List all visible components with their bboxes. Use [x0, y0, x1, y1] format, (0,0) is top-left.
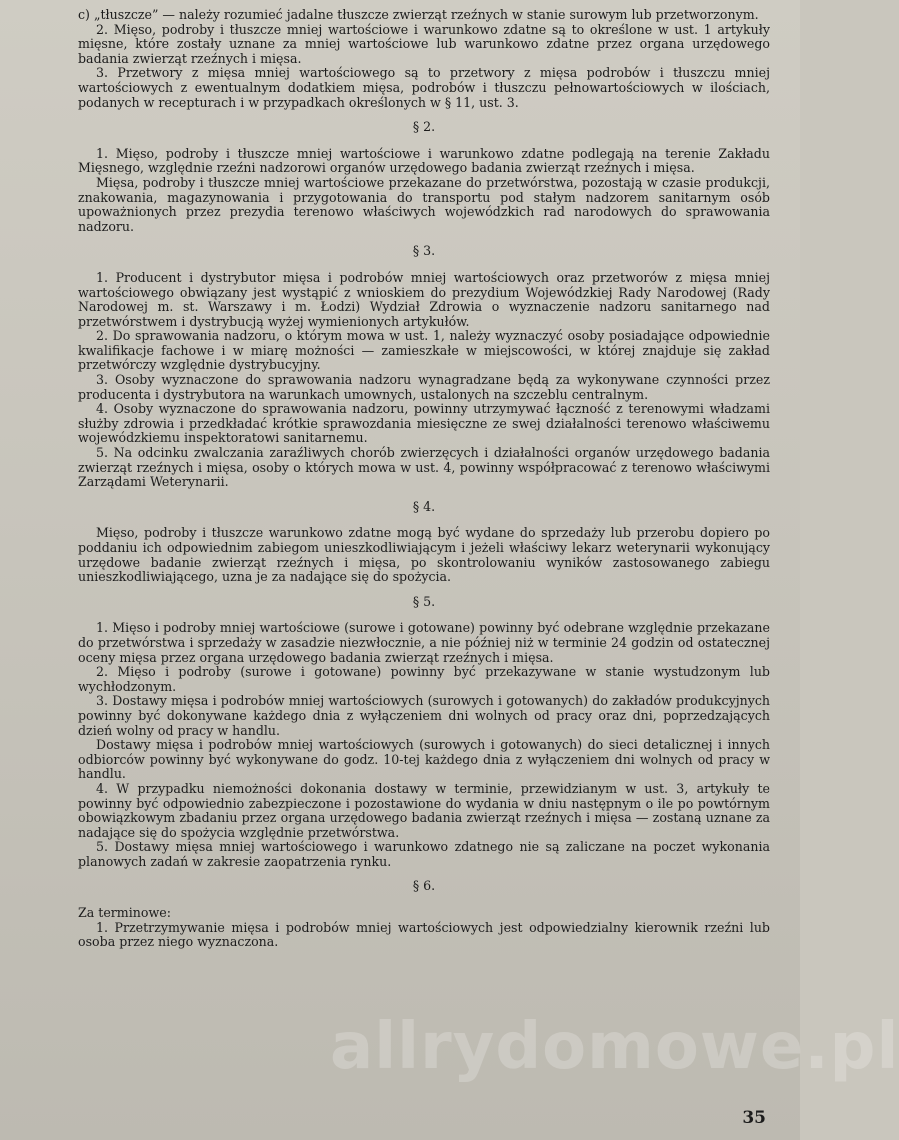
paragraph: 5. Dostawy mięsa mniej wartościowego i warunkowo zdatnego nie są zaliczane na poczet wykonania planowych zadań w zakresie zaopatrzenia rynku.: [78, 839, 770, 869]
section-heading: § 6.: [412, 878, 436, 894]
section-5: [78, 595, 770, 870]
paragraph: c) „tłuszcze” — należy rozumieć jadalne tłuszcze zwierząt rzeźnych w stanie surowym lub przetworzonym.: [78, 7, 759, 22]
section-2: [78, 120, 770, 234]
section-6: [78, 879, 770, 949]
paragraph: Za terminowe:: [78, 905, 171, 921]
paragraph: 2. Mięso i podroby (surowe i gotowane) powinny być przekazywane w stanie wystudzonym lub wychłodzonym.: [78, 664, 770, 694]
watermark: allrydomowe.pl: [330, 1010, 899, 1084]
paragraph: 1. Mięso, podroby i tłuszcze mniej wartościowe i warunkowo zdatne podlegają na terenie Zakładu Mięsnego, względnie rzeźni nadzorowi organów urzędowego badania zwierząt rzeźnych i mięsa.: [78, 145, 770, 176]
section-heading: § 4.: [412, 498, 436, 514]
section-heading: § 5.: [412, 593, 436, 609]
section-heading: § 3.: [412, 243, 436, 259]
paragraph: Mięsa, podroby i tłuszcze mniej wartościowe przekazane do przetwórstwa, pozostają w czasie produkcji, znakowania, magazynowania i przygotowania do transportu pod stałym nadzorem sanitarnym osób upoważnionych przez prezydia terenowo właściwych wojewódzkich rad narodowych do sprawowania nadzoru.: [78, 174, 770, 234]
paragraph: 1. Przetrzymywanie mięsa i podrobów mniej wartościowych jest odpowiedzialny kierownik rzeźni lub osoba przez niego wyznaczona.: [78, 919, 770, 950]
paragraph: 3. Dostawy mięsa i podrobów mniej wartościowych (surowych i gotowanych) do zakładów produkcyjnych powinny być dokonywane każdego dnia z wyłączeniem dni wolnych od pracy oraz dni, poprzedzających dzień wolny od pracy w handlu.: [78, 693, 770, 738]
paragraph: 2. Mięso, podroby i tłuszcze mniej wartościowe i warunkowo zdatne są to określone w ust. 1 artykuły mięsne, które zostały uznane za mniej wartościowe lub warunkowo zdatne przez organa urzędowego badania zwierząt rzeźnych i mięsa.: [78, 21, 770, 66]
page-number: 35: [742, 1108, 766, 1128]
paragraph: 2. Do sprawowania nadzoru, o którym mowa w ust. 1, należy wyznaczyć osoby posiadające odpowiednie kwalifikacje fachowe i w miarę możności — zamieszkałe w miejscowości, w której znajduje się zakład przetwórczy względnie dystrybucyjny.: [78, 328, 770, 373]
intro-block: [78, 8, 770, 110]
paragraph: Dostawy mięsa i podrobów mniej wartościowych (surowych i gotowanych) do sieci detalicznej i innych odbiorców powinny być wykonywane do godz. 10-tej każdego dnia z wyłączeniem dni wolnych od pracy w handlu.: [78, 737, 770, 782]
paragraph: Mięso, podroby i tłuszcze warunkowo zdatne mogą być wydane do sprzedaży lub przerobu dopiero po poddaniu ich odpowiednim zabiegom unieszkodliwiającym i jeżeli właściwy lekarz weterynarii wykonujący urzędowe badanie zwierząt rzeźnych i mięsa, po skontrolowaniu wyników zastosowanego zabiegu unieszkodliwiającego, uzna je za nadające się do spożycia.: [78, 525, 770, 585]
paragraph: 1. Producent i dystrybutor mięsa i podrobów mniej wartościowych oraz przetworów z mięsa mniej wartościowego obwiązany jest wystąpić z wnioskiem do prezydium Wojewódzkiej Rady Narodowej (Rady Narodowej m. st. Warszawy i m. Łodzi) Wydział Zdrowia o wyznaczenie nadzoru sanitarnego nad przetwórstwem i dystrybucją wyżej wymienionych artykułów.: [78, 269, 770, 329]
paragraph: 3. Osoby wyznaczone do sprawowania nadzoru wynagradzane będą za wykonywane czynności przez producenta i dystrybutora na warunkach umownych, ustalonych na szczeblu centralnym.: [78, 372, 770, 402]
paragraph: 4. Osoby wyznaczone do sprawowania nadzoru, powinny utrzymywać łączność z terenowymi władzami służby zdrowia i przedkładać krótkie sprawozdania miesięczne ze swej działalności terenowo właściwemu wojewódzkiemu inspektoratowi sanitarnemu.: [78, 401, 770, 446]
paragraph: 3. Przetwory z mięsa mniej wartościowego są to przetwory z mięsa podrobów i tłuszczu mniej wartościowych z ewentualnym dodatkiem mięsa, podrobów i tłuszczu pełnowartościowych w ilościach, podanych w recepturach i w przypadkach określonych w § 11, ust. 3.: [78, 65, 770, 110]
section-3: [78, 244, 770, 490]
section-heading: § 2.: [412, 119, 436, 135]
paragraph: 5. Na odcinku zwalczania zaraźliwych chorób zwierzęcych i działalności organów urzędowego badania zwierząt rzeźnych i mięsa, osoby o których mowa w ust. 4, powinny współpracować z terenowo właściwymi Zarządami Weterynarii.: [78, 445, 770, 490]
paragraph: 1. Mięso i podroby mniej wartościowe (surowe i gotowane) powinny być odebrane względnie przekazane do przetwórstwa i sprzedaży w zasadzie niezwłocznie, a nie później niż w terminie 24 godzin od ostatecznej oceny mięsa przez organa urzędowego badania zwierząt rzeźnych i mięsa.: [78, 620, 770, 665]
section-4: [78, 500, 770, 585]
paragraph: 4. W przypadku niemożności dokonania dostawy w terminie, przewidzianym w ust. 3, artykuły te powinny być odpowiednio zabezpieczone i pozostawione do wydania w dniu następnym o ile po powtórnym obowiązkowym zbadaniu przez organa urzędowego badania zwierząt rzeźnych i mięsa — zostaną uznane za nadające się do spożycia względnie przetwórstwa.: [78, 780, 770, 840]
